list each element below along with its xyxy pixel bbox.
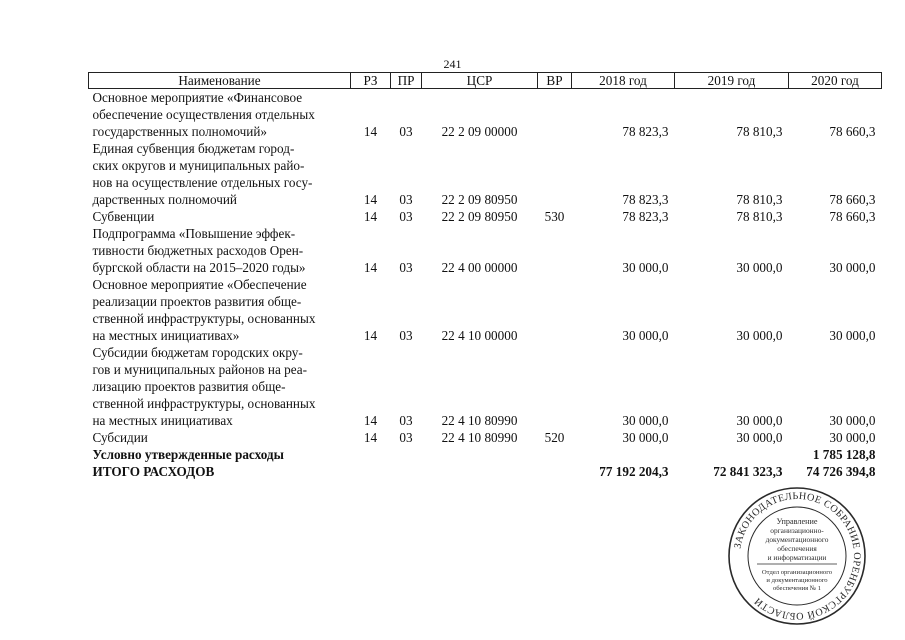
cell-name-line: Единая субвенция бюджетам город- xyxy=(92,141,295,156)
cell-vr: 530 xyxy=(544,209,565,224)
cell-pr: 03 xyxy=(399,192,413,207)
cell-csr: 22 4 10 00000 xyxy=(441,328,518,343)
cell-name-line: бургской области на 2015–2020 годы» xyxy=(92,260,306,275)
cell-2019: 78 810,3 xyxy=(736,209,783,224)
cell-2019: 30 000,0 xyxy=(736,430,783,445)
cell-name xyxy=(89,89,351,141)
cell-name-line: нов на осуществление отдельных госу- xyxy=(92,175,313,190)
table-row xyxy=(89,446,882,463)
cell-2020: 1 785 128,8 xyxy=(812,447,876,462)
cell-csr: 22 2 09 80950 xyxy=(441,192,518,207)
cell-rz: 14 xyxy=(363,430,378,445)
cell-2020: 30 000,0 xyxy=(829,328,876,343)
cell-name-line: ственной инфраструктуры, основанных xyxy=(92,396,316,411)
cell-2018: 78 823,3 xyxy=(622,192,669,207)
cell-rz: 14 xyxy=(363,413,378,428)
cell-2019: 72 841 323,3 xyxy=(713,464,783,479)
cell-2020: 30 000,0 xyxy=(829,260,876,275)
seal-inner-line: и информатизации xyxy=(767,553,827,562)
cell-name xyxy=(89,140,351,208)
cell-2018: 30 000,0 xyxy=(622,328,669,343)
cell-name-line: ских округов и муниципальных райо- xyxy=(92,158,305,173)
cell-name-line: Субсидии xyxy=(92,430,148,445)
table-body xyxy=(89,89,882,481)
cell-name-line: ственной инфраструктуры, основанных xyxy=(92,311,316,326)
cell-pr: 03 xyxy=(399,328,413,343)
cell-pr xyxy=(391,463,422,480)
cell-rz xyxy=(351,446,391,463)
cell-name xyxy=(89,463,351,480)
cell-name-line: на местных инициативах» xyxy=(92,328,240,343)
seal-inner-line: и документационного xyxy=(766,577,828,584)
cell-name-line: ИТОГО РАСХОДОВ xyxy=(92,464,215,479)
cell-name xyxy=(89,344,351,429)
cell-name xyxy=(89,276,351,344)
seal-ring-text: ЗАКОНОДАТЕЛЬНОЕ СОБРАНИЕ ОРЕНБУРГСКОЙ ОБЛАСТИ xyxy=(732,490,863,622)
cell-name xyxy=(89,446,351,463)
table-row xyxy=(89,208,882,225)
cell-name-line: лизацию проектов развития обще- xyxy=(92,379,286,394)
seal-inner-line: Отдел организационного xyxy=(761,569,833,576)
cell-csr: 22 2 09 00000 xyxy=(441,124,518,139)
cell-csr xyxy=(422,446,538,463)
cell-pr: 03 xyxy=(399,209,413,224)
table-row xyxy=(89,89,882,141)
cell-rz: 14 xyxy=(363,260,378,275)
cell-name xyxy=(89,225,351,276)
cell-2019: 30 000,0 xyxy=(736,260,783,275)
seal-inner-text xyxy=(757,517,837,592)
column-header-name: Наименование xyxy=(89,73,351,89)
cell-2019: 78 810,3 xyxy=(736,192,783,207)
cell-name-line: Основное мероприятие «Обеспечение xyxy=(92,277,307,292)
column-header-rz: РЗ xyxy=(351,73,391,89)
cell-csr: 22 4 10 80990 xyxy=(441,413,518,428)
cell-csr: 22 2 09 80950 xyxy=(441,209,518,224)
cell-vr xyxy=(538,140,572,208)
seal-inner-line: Управление xyxy=(776,517,818,526)
cell-2020: 78 660,3 xyxy=(829,192,876,207)
page-number: 241 xyxy=(443,57,462,71)
table-row xyxy=(89,429,882,446)
cell-name-line: государственных полномочий» xyxy=(92,124,267,139)
table-row xyxy=(89,463,882,480)
table-header-row xyxy=(89,73,882,89)
cell-rz: 14 xyxy=(363,209,378,224)
cell-pr: 03 xyxy=(399,124,413,139)
cell-csr: 22 4 10 80990 xyxy=(441,430,518,445)
cell-name-line: Субсидии бюджетам городских окру- xyxy=(92,345,303,360)
table-row xyxy=(89,140,882,208)
column-header-2020: 2020 год xyxy=(789,73,882,89)
cell-name-line: Условно утвержденные расходы xyxy=(92,447,284,462)
seal-inner-line: организационно- xyxy=(770,526,824,535)
cell-2020: 30 000,0 xyxy=(829,413,876,428)
cell-2018 xyxy=(572,446,675,463)
cell-2019: 30 000,0 xyxy=(736,413,783,428)
cell-pr: 03 xyxy=(399,430,413,445)
cell-2018: 77 192 204,3 xyxy=(599,464,669,479)
cell-pr xyxy=(391,446,422,463)
column-header-2019: 2019 год xyxy=(675,73,789,89)
cell-2019: 78 810,3 xyxy=(736,124,783,139)
table-row xyxy=(89,225,882,276)
cell-vr xyxy=(538,344,572,429)
column-header-csr: ЦСР xyxy=(422,73,538,89)
cell-name-line: Основное мероприятие «Финансовое xyxy=(92,90,303,105)
seal-inner-line: обеспечения № 1 xyxy=(772,585,822,592)
cell-csr: 22 4 00 00000 xyxy=(441,260,518,275)
column-header-vr: ВР xyxy=(538,73,572,89)
cell-name-line: гов и муниципальных районов на реа- xyxy=(92,362,307,377)
cell-2018: 30 000,0 xyxy=(622,413,669,428)
cell-name-line: Подпрограмма «Повышение эффек- xyxy=(92,226,296,241)
official-seal xyxy=(727,486,867,626)
cell-2018: 78 823,3 xyxy=(622,124,669,139)
cell-2018: 30 000,0 xyxy=(622,430,669,445)
cell-2019 xyxy=(675,446,789,463)
cell-vr xyxy=(538,446,572,463)
cell-2020: 78 660,3 xyxy=(829,124,876,139)
cell-2020: 74 726 394,8 xyxy=(806,464,876,479)
cell-name xyxy=(89,429,351,446)
cell-name-line: реализации проектов развития обще- xyxy=(92,294,302,309)
cell-csr xyxy=(422,463,538,480)
table-row xyxy=(89,344,882,429)
cell-rz: 14 xyxy=(363,328,378,343)
seal-inner-line: обеспечения xyxy=(777,544,817,553)
cell-rz: 14 xyxy=(363,192,378,207)
cell-pr: 03 xyxy=(399,260,413,275)
cell-rz xyxy=(351,463,391,480)
table-row xyxy=(89,276,882,344)
cell-2019: 30 000,0 xyxy=(736,328,783,343)
column-header-pr: ПР xyxy=(391,73,422,89)
cell-name-line: на местных инициативах xyxy=(92,413,233,428)
cell-name-line: дарственных полномочий xyxy=(92,192,237,207)
cell-vr xyxy=(538,276,572,344)
cell-2018: 30 000,0 xyxy=(622,260,669,275)
column-header-2018: 2018 год xyxy=(572,73,675,89)
cell-2020: 30 000,0 xyxy=(829,430,876,445)
cell-name-line: обеспечение осуществления отдельных xyxy=(92,107,315,122)
cell-vr: 520 xyxy=(544,430,565,445)
cell-2018: 78 823,3 xyxy=(622,209,669,224)
cell-2020: 78 660,3 xyxy=(829,209,876,224)
cell-name-line: тивности бюджетных расходов Орен- xyxy=(92,243,304,258)
cell-rz: 14 xyxy=(363,124,378,139)
budget-table xyxy=(88,72,882,480)
cell-pr: 03 xyxy=(399,413,413,428)
seal-inner-line: документационного xyxy=(765,535,829,544)
cell-vr xyxy=(538,463,572,480)
cell-vr xyxy=(538,89,572,141)
cell-vr xyxy=(538,225,572,276)
cell-name-line: Субвенции xyxy=(92,209,155,224)
cell-name xyxy=(89,208,351,225)
